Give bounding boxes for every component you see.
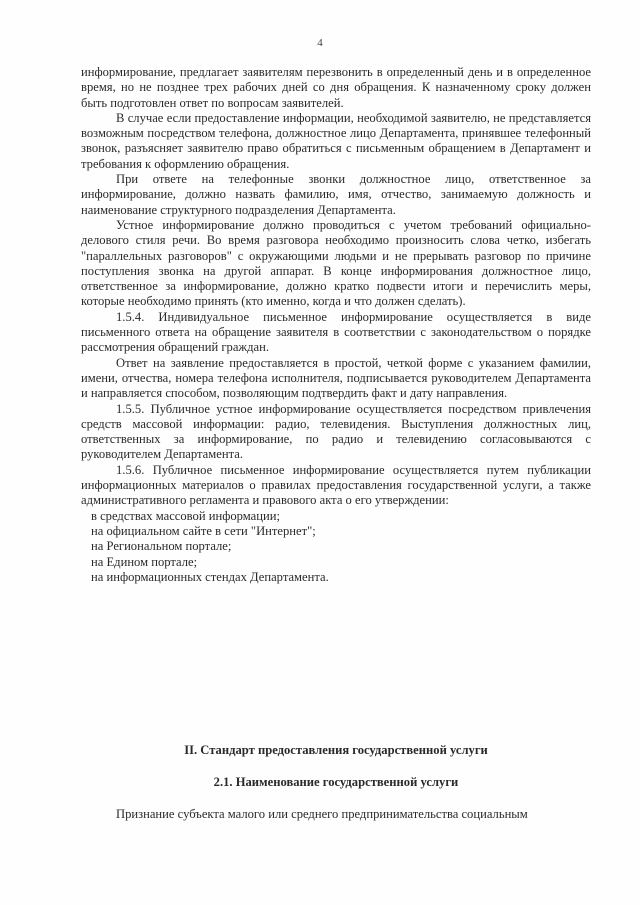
paragraph: Признание субъекта малого или среднего предпринимательства социальным	[116, 807, 528, 821]
list-item: на информационных стендах Департамента.	[91, 569, 329, 584]
section-heading: II. Стандарт предоставления государственной услуги	[184, 743, 488, 757]
paragraph: 1.5.4. Индивидуальное письменное информирование осуществляется в виде письменного ответа на обращение заявителя в соответствии с законодательством о порядке рассмотрения обращений граждан.	[81, 309, 591, 355]
subsection-heading: 2.1. Наименование государственной услуги	[213, 775, 459, 789]
paragraph: Ответ на заявление предоставляется в простой, четкой форме с указанием фамилии, имени, отчества, номера телефона исполнителя, подписывается руководителем Департамента и направляется способом, позволяющим подтвердить факт и дату направления.	[81, 355, 591, 401]
paragraph: Устное информирование должно проводиться с учетом требований официально-делового стиля речи. Во время разговора необходимо произносить слова четко, избегать "параллельных разговоров" с окружающими людьми и не прерывать разговор по причине поступления звонка на другой аппарат. В конце информирования должностное лицо, ответственное за информирование, должно кратко подвести итоги и перечислить меры, которые необходимо принять (кто именно, когда и что должен сделать).	[81, 217, 591, 309]
paragraph: 1.5.5. Публичное устное информирование осуществляется посредством привлечения средств массовой информации: радио, телевидения. Выступления должностных лиц, ответственных за информирование, по радио и телевидению согласовываются с руководителем Департамента.	[81, 401, 591, 462]
list-item: в средствах массовой информации;	[91, 508, 280, 523]
page-number: 4	[317, 37, 323, 49]
body-text	[81, 65, 591, 585]
paragraph: В случае если предоставление информации, необходимой заявителю, не представляется возможным посредством телефона, должностное лицо Департамента, принявшее телефонный звонок, разъясняет заявителю право обратиться с письменным обращением в Департамент и требования к оформлению обращения.	[81, 110, 591, 171]
list-item: на Региональном портале;	[91, 539, 232, 554]
paragraph: информирование, предлагает заявителям перезвонить в определенный день и в определенное время, но не позднее трех рабочих дней со дня обращения. К назначенному сроку должен быть подготовлен ответ по вопросам заявителей.	[81, 65, 591, 110]
list-item: на Едином портале;	[91, 554, 198, 569]
paragraph: 1.5.6. Публичное письменное информирование осуществляется путем публикации информационных материалов о правилах предоставления государственной услуги, а также административного регламента и правового акта о его утверждении:	[81, 462, 591, 508]
paragraph: При ответе на телефонные звонки должностное лицо, ответственное за информирование, должно назвать фамилию, имя, отчество, занимаемую должность и наименование структурного подразделения Департамента.	[81, 172, 591, 217]
list-item: на официальном сайте в сети "Интернет";	[91, 523, 316, 538]
